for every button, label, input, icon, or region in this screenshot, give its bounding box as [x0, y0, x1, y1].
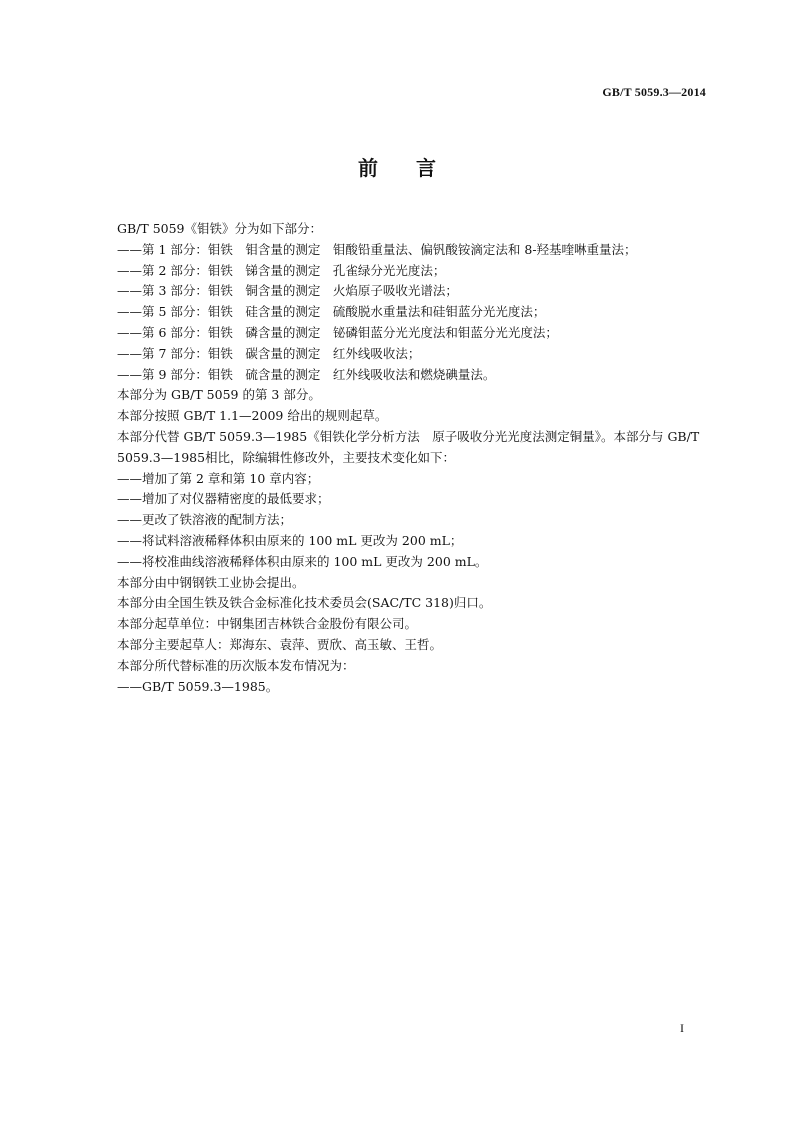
- list-item: ——第 9 部分：钼铁 硫含量的测定 红外线吸收法和燃烧碘量法。: [117, 366, 496, 382]
- list-item: ——增加了第 2 章和第 10 章内容；: [117, 470, 320, 486]
- foreword-body: [89, 219, 707, 697]
- list-item: ——第 1 部分：钼铁 钼含量的测定 钼酸铅重量法、偏钒酸铵滴定法和 8-羟基喹啉重量法；: [117, 241, 637, 257]
- paragraph: 本部分主要起草人：郑海东、袁萍、贾欣、高玉敏、王哲。: [117, 636, 443, 652]
- list-item: ——将校准曲线溶液稀释体积由原来的 100 mL 更改为 200 mL。: [117, 553, 488, 569]
- list-item: ——增加了对仪器精密度的最低要求；: [117, 491, 330, 507]
- list-item: ——将试料溶液稀释体积由原来的 100 mL 更改为 200 mL；: [117, 532, 463, 548]
- list-item: ——第 5 部分：钼铁 硅含量的测定 硫酸脱水重量法和硅钼蓝分光光度法；: [117, 304, 546, 320]
- paragraph: 本部分由全国生铁及铁合金标准化技术委员会(SAC/TC 318)归口。: [117, 595, 492, 611]
- page-title: 前言: [358, 156, 474, 180]
- paragraph: 本部分起草单位：中钢集团吉林铁合金股份有限公司。: [117, 616, 418, 632]
- list-item: ——第 2 部分：钼铁 锑含量的测定 孔雀绿分光光度法；: [117, 262, 446, 278]
- list-item: ——第 6 部分：钼铁 磷含量的测定 铋磷钼蓝分光光度法和钼蓝分光光度法；: [117, 324, 558, 340]
- list-item: ——更改了铁溶液的配制方法；: [117, 512, 293, 528]
- paragraph: 本部分由中钢钢铁工业协会提出。: [117, 574, 305, 590]
- paragraph: 本部分所代替标准的历次版本发布情况为：: [117, 657, 355, 673]
- standard-code: GB/T 5059.3—2014: [602, 85, 706, 99]
- list-item: ——第 7 部分：钼铁 碳含量的测定 红外线吸收法；: [117, 345, 421, 361]
- page-number: I: [680, 1021, 684, 1035]
- paragraph: 本部分代替 GB/T 5059.3—1985《钼铁化学分析方法 原子吸收分光光度法测定铜量》。本部分与 GB/T 5059.3—1985相比，除编辑性修改外，主要技术变化如下：: [117, 428, 700, 465]
- list-item: ——第 3 部分：钼铁 铜含量的测定 火焰原子吸收光谱法；: [117, 283, 458, 299]
- paragraph: GB/T 5059《钼铁》分为如下部分：: [117, 221, 323, 236]
- list-item: ——GB/T 5059.3—1985。: [117, 678, 279, 694]
- paragraph: 本部分为 GB/T 5059 的第 3 部分。: [117, 387, 321, 403]
- paragraph: 本部分按照 GB/T 1.1—2009 给出的规则起草。: [117, 408, 388, 424]
